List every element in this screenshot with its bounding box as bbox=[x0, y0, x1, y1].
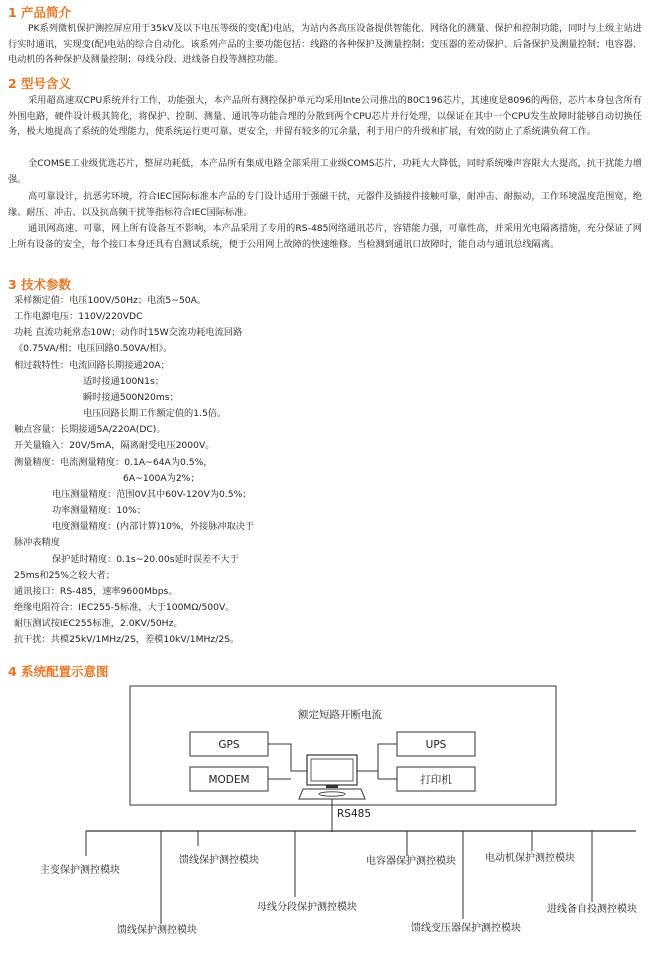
module-label: 母线分段保护测控模块 bbox=[257, 902, 357, 913]
printer-label: 打印机 bbox=[420, 774, 452, 786]
spec-line: 采样额定值：电压100V/50Hz；电流5~50A。 bbox=[14, 295, 207, 306]
spec-line: 相过载特性：电流回路长期接通20A； bbox=[14, 360, 170, 371]
spec-line: 触点容量：长期接通5A/220A(DC)。 bbox=[14, 424, 166, 435]
spec-line: 电度测量精度：(内部计算)10%，外接脉冲取决于 bbox=[52, 521, 255, 532]
spec-line: 电压回路长期工作额定值的1.5倍。 bbox=[83, 408, 227, 419]
gps-label: GPS bbox=[218, 739, 240, 751]
section1-title: 1 产品简介 bbox=[8, 5, 72, 20]
spec-line: 通讯接口：RS-485，速率9600Mbps。 bbox=[14, 586, 178, 597]
module-label: 馈线保护测控模块 bbox=[179, 855, 259, 866]
section4-title: 4 系统配置示意图 bbox=[8, 664, 109, 679]
section2-title: 2 型号含义 bbox=[8, 76, 72, 91]
spec-line: 适时接通100N1s； bbox=[83, 376, 164, 387]
section1-paragraph: PK系列微机保护测控屏应用于35kV及以下电压等级的变(配)电站，为站内各高压设备提供智能化、网络化的测量、保护和控制功能，同时与上级主站进行实时通讯，实现变(配)电站的综合自动化。该系列产品的主要功能包括：线路的各种保护及测量控制；变压器的差动保护、后备保护及测量控制；电容器、电动机的各种保护及测量控制；母线分段、进线备自投等测控功能。 bbox=[8, 23, 642, 66]
computer-icon bbox=[299, 755, 365, 799]
spec-line: 开关量输入：20V/5mA，隔离耐受电压2000V。 bbox=[14, 440, 215, 451]
spec-line: 保护延时精度：0.1s~20.00s延时误差不大于 bbox=[52, 554, 239, 565]
spec-line: 耐压测试按IEC255标准，2.0KV/50Hz。 bbox=[14, 618, 183, 629]
spec-line: 功耗 直流功耗常态10W；动作时15W交流功耗电流回路 bbox=[14, 327, 243, 338]
section3-title: 3 技术参数 bbox=[8, 277, 72, 292]
system-diagram bbox=[0, 679, 650, 969]
spec-line: 功率测量精度：10%； bbox=[52, 505, 146, 516]
spec-line: 25ms和25%之较大者； bbox=[14, 570, 115, 581]
module-label: 馈线变压器保护测控模块 bbox=[411, 923, 521, 934]
spec-line: 瞬时接通500N20ms； bbox=[83, 392, 179, 403]
section2-paragraph-1: 采用超高速双CPU系统并行工作，功能强大，本产品所有测控保护单元均采用Inte公司推出的80C196芯片，其速度是8096的两倍，芯片本身包含所有外围电路，硬件设计极其简化，将保护、控制、测量、通讯等功能合理的分散到两个CPU芯片并行处理，以保证在其中一个CPU发生故障时能够自动切换任务，极大地提高了系统的处理能力，使系统运行更可靠、更安全，并留有较多的冗余量，利于用户的升级和扩展，有效的防止了系统满负荷工作。 bbox=[8, 95, 642, 138]
module-label: 进线备自投测控模块 bbox=[547, 904, 637, 915]
spec-line: 《0.75VA/相；电压回路0.50VA/相》。 bbox=[14, 343, 173, 354]
spec-line: 绝缘电阻符合：IEC255-5标准，大于100MΩ/500V。 bbox=[14, 602, 235, 613]
module-label: 主变保护测控模块 bbox=[40, 865, 120, 876]
bus-label: RS485 bbox=[337, 808, 372, 820]
spec-line: 脉冲表精度 bbox=[14, 537, 60, 548]
spec-line: 工作电源电压：110V/220VDC bbox=[14, 311, 143, 322]
section2-paragraph-4: 通讯网高速、可靠，网上所有设备互不影响，本产品采用了专用的RS-485网络通讯芯片，容错能力强，可靠性高，并采用光电隔离措施，充分保证了网上所有设备的安全，每个接口本身还具有自测试系统，便于公用网上故障的快速维修。当检测到通讯口故障时，能自动与通讯总线隔离。 bbox=[8, 223, 642, 250]
box-title: 额定短路开断电流 bbox=[298, 709, 382, 721]
modem-label: MODEM bbox=[208, 774, 250, 786]
module-label: 电动机保护测控模块 bbox=[485, 853, 575, 864]
spec-line: 抗干扰：共模25kV/1MHz/2S，差模10kV/1MHz/2S。 bbox=[14, 634, 240, 645]
section2-paragraph-2: 全COMSE工业级优选芯片，整屏功耗低，本产品所有集成电路全部采用工业级COMS芯片，功耗大大降低，同时系统噪声容限大大提高，抗干扰能力增强。 bbox=[8, 158, 642, 185]
module-label: 电容器保护测控模块 bbox=[366, 856, 456, 867]
section2-paragraph-3: 高可靠设计，抗恶劣环境，符合IEC国际标准本产品的专门设计适用于强磁干扰，元器件及插接件接触可靠，耐冲击、耐振动，工作环境温度范围宽，绝缘、耐压、冲击、以及抗高频干扰等指标符合IEC国际标准。 bbox=[8, 191, 642, 218]
spec-line: 测量精度：电流测量精度：0.1A~64A为0.5%， bbox=[14, 457, 213, 468]
ups-label: UPS bbox=[425, 739, 447, 751]
spec-line: 6A~100A为2%； bbox=[123, 473, 200, 484]
spec-line: 电压测量精度：范围0V其中60V-120V为0.5%； bbox=[52, 489, 252, 500]
module-label: 馈线保护测控模块 bbox=[117, 925, 197, 936]
